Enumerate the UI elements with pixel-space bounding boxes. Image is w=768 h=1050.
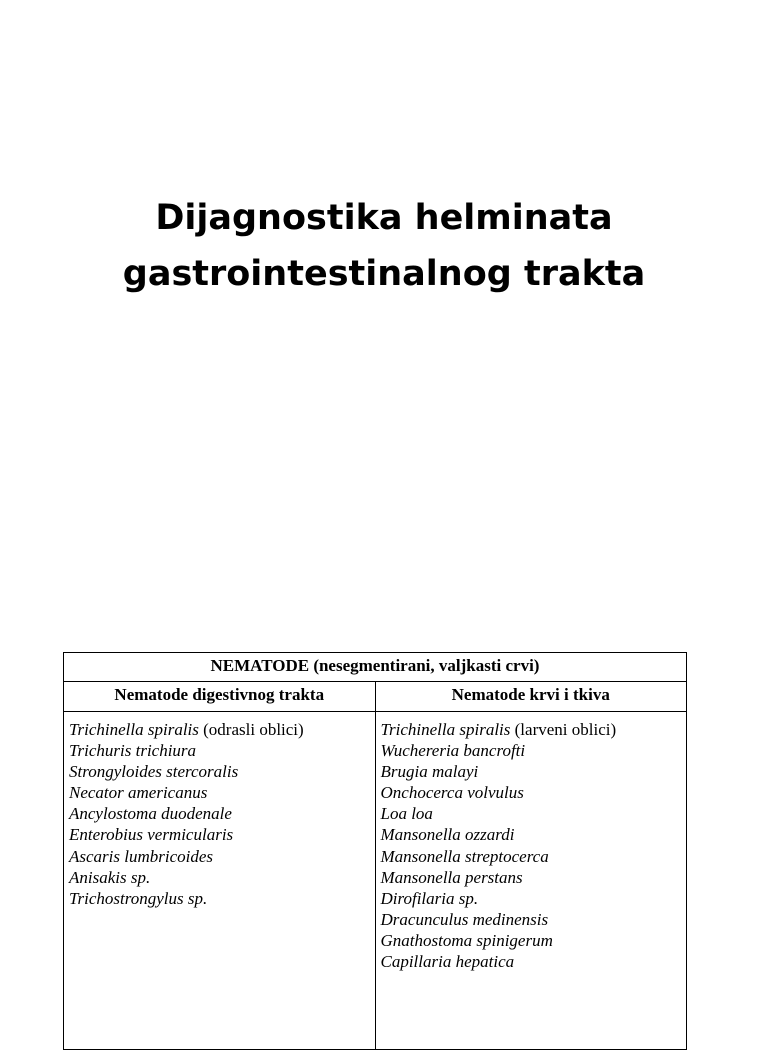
- list-item: [69, 846, 370, 867]
- list-item: [381, 740, 682, 761]
- species-name: Dracunculus medinensis: [380, 909, 549, 929]
- list-item: [381, 909, 682, 930]
- list-item: [69, 803, 370, 824]
- list-item: [69, 888, 370, 909]
- species-name: Trichinella spiralis: [69, 720, 199, 739]
- species-name: Mansonella ozzardi: [380, 825, 515, 845]
- species-name: Necator americanus: [69, 783, 208, 803]
- list-item: [381, 782, 682, 803]
- species-note: (odrasli oblici): [198, 720, 304, 739]
- table-column-header-row: [64, 682, 687, 712]
- species-name: Enterobius vermicularis: [69, 825, 234, 845]
- species-name: Mansonella perstans: [380, 867, 523, 887]
- slide-title-line-2: gastrointestinalnog trakta: [122, 254, 646, 294]
- list-item: [381, 761, 682, 782]
- species-name: Ancylostoma duodenale: [69, 804, 232, 824]
- list-item: [381, 930, 682, 951]
- species-name: Dirofilaria sp.: [380, 888, 479, 908]
- species-name: Trichuris trichiura: [69, 741, 197, 761]
- list-item: [381, 846, 682, 867]
- species-name: Strongyloides stercoralis: [69, 762, 239, 782]
- species-name: Capillaria hepatica: [380, 952, 515, 972]
- list-item: [69, 782, 370, 803]
- blood-tissue-species-list: [375, 712, 687, 1050]
- species-name: Brugia malayi: [380, 762, 479, 782]
- species-name: Anisakis sp.: [69, 867, 151, 887]
- slide-title: [0, 190, 768, 302]
- list-item: [381, 951, 682, 972]
- list-item: [381, 867, 682, 888]
- list-item: [69, 824, 370, 845]
- list-item: [69, 867, 370, 888]
- species-name: Mansonella streptocerca: [380, 846, 549, 866]
- slide-title-line-1: Dijagnostika helminata: [155, 198, 613, 238]
- species-name: Loa loa: [380, 804, 433, 824]
- list-item: [381, 824, 682, 845]
- column-header-blood-tissue: Nematode krvi i tkiva: [375, 682, 687, 712]
- species-name: Trichostrongylus sp.: [69, 888, 208, 908]
- table-body-row: [64, 712, 687, 1050]
- list-item: [381, 719, 682, 740]
- list-item: [69, 740, 370, 761]
- column-header-digestive: Nematode digestivnog trakta: [64, 682, 376, 712]
- species-name: Trichinella spiralis: [380, 720, 511, 739]
- digestive-species-list: [64, 712, 376, 1050]
- species-name: Onchocerca volvulus: [380, 783, 524, 803]
- nematode-table-wrapper: [63, 652, 687, 1050]
- nematode-table: [63, 652, 687, 1050]
- list-item: [69, 761, 370, 782]
- table-main-header: NEMATODE (nesegmentirani, valjkasti crvi): [64, 653, 687, 682]
- species-name: Ascaris lumbricoides: [69, 846, 214, 866]
- table-header-row: [64, 653, 687, 682]
- list-item: [381, 803, 682, 824]
- list-item: [381, 888, 682, 909]
- species-name: Gnathostoma spinigerum: [380, 930, 553, 950]
- species-note: (larveni oblici): [510, 720, 617, 739]
- list-item: [69, 719, 370, 740]
- species-name: Wuchereria bancrofti: [380, 741, 526, 761]
